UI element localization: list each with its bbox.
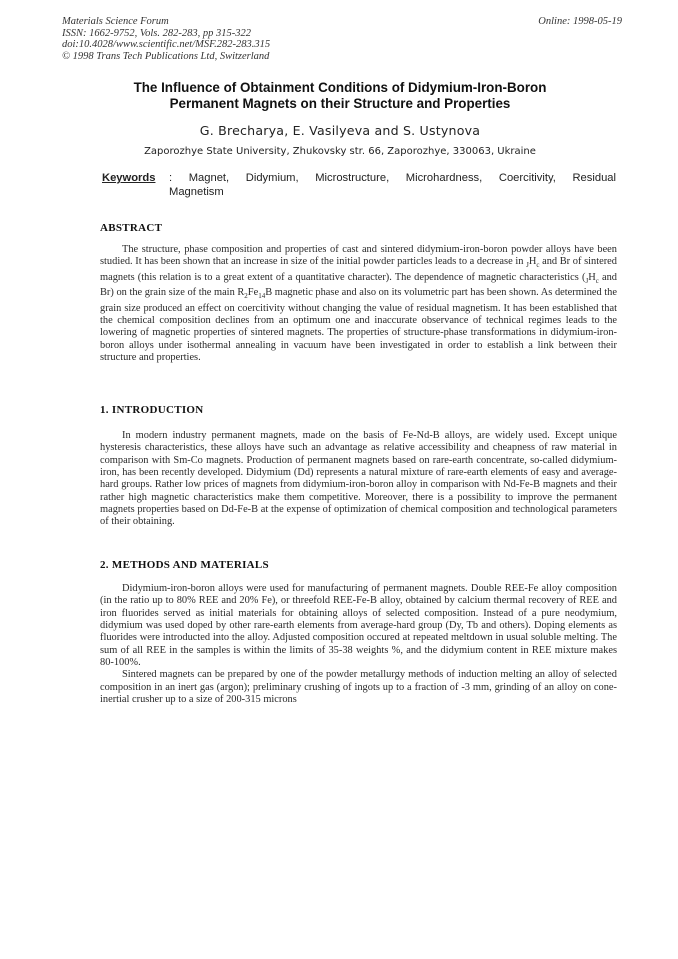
keywords-line-2: Magnetism: [169, 185, 224, 198]
abstract-section: [100, 222, 617, 364]
journal-name: Materials Science Forum: [62, 16, 169, 27]
introduction-heading: 1. INTRODUCTION: [100, 404, 204, 416]
affiliation: Zaporozhye State University, Zhukovsky str. 66, Zaporozhye, 330063, Ukraine: [144, 146, 536, 157]
title-line-1: The Influence of Obtainment Conditions of Didymium-Iron-Boron: [133, 80, 547, 95]
doi-line[interactable]: doi:10.4028/www.scientific.net/MSF.282-283.315: [62, 39, 271, 50]
online-date: Online: 1998-05-19: [538, 16, 622, 27]
keywords-line-1: : Magnet, Didymium, Microstructure, Microhardness, Coercitivity, Residual: [169, 172, 616, 184]
author-list: G. Brecharya, E. Vasilyeva and S. Ustynova: [199, 123, 481, 138]
title-line-2: Permanent Magnets on their Structure and Properties: [169, 96, 511, 111]
methods-paragraph-1: Didymium-iron-boron alloys were used for manufacturing of permanent magnets. Double REE-Fe alloy composition (in the ratio up to 80% REE and 20% Fe), or threefold REE-Fe-B alloy, obtained by calcium thermal recovery of REE and iron fluorides served as initial materials for obtaining alloys of selected composition. Instead of a pure neodymium, didymium was used doped by other rare-earth elements from average-hard group (Dy, Tb and others). Doping elements as fluorides were introducted into the alloy. Adjusted composition occured at repeated meltdown in usual soluble melting. The sum of all REE in the samples is within the limits of 35-38 weights %, and the didymium content in REE mixture makes 80-100%.: [100, 583, 617, 669]
abstract-heading: ABSTRACT: [100, 222, 163, 234]
issn-line: ISSN: 1662-9752, Vols. 282-283, pp 315-322: [62, 27, 251, 39]
keywords-label: Keywords: [102, 172, 156, 184]
introduction-paragraph: In modern industry permanent magnets, made on the basis of Fe-Nd-B alloys, are widely used. Except unique hysteresis characteristics, these alloys have such an advantage as relative accessibility and cheapness of raw material in comparison with Sm-Co magnets. Production of permanent magnets based on rare-earth concentrate, so-called didymium-iron, has been recently developed. Didymium (Dd) represents a natural mixture of rare-earth elements of easy and average-hard groups. Rather low prices of magnets from didymium-iron-boron alloy in comparison with Nd-Fe-B magnets and their rather high magnetic characteristics make them competitive. Moreover, there is a possibility to improve the permanent magnets properties based on Dd-Fe-B at the expense of optimization of chemical composition and technological parameters of their obtaining.: [100, 430, 617, 528]
publication-header: [62, 16, 622, 62]
methods-paragraph-2: Sintered magnets can be prepared by one of the powder metallurgy methods of induction melting an alloy of selected composition in an inert gas (argon); preliminary crushing of ingots up to a fraction of -3 mm, grinding of an alloy on cone-inertial crusher up to a size of 200-315 microns: [100, 669, 617, 706]
paper-title: [70, 80, 610, 112]
abstract-paragraph: The structure, phase composition and properties of cast and sintered didymium-iron-boron powder alloys have been studied. It has been shown that an increase in size of the initial powder particles leads to a decrease in $_JH_c$ and Br of sintered magnets (this relation is to a great extent of a quantitative character). The dependence of magnetic characteristics ($_JH_c$ and Br) on the grain size of the main $R_2Fe_{14}B$ magnetic phase and also on its volumetric part has been shown. As determined the grain size produced an effect on coercitivity without changing the value of residual magnetism. It has been established that the chemical composition declines from an optimum one and inaccurate observance of technical regimes leads to the lowering of magnetic properties of sintered magnets. The properties of structure-phase transformations in didymium-iron-boron alloys under isothermal annealing in vacuum have been investigated in order to establish a link between their structure and properties.: [100, 244, 617, 363]
copyright-line: © 1998 Trans Tech Publications Ltd, Switzerland: [62, 50, 270, 62]
keywords-block: [102, 172, 616, 199]
introduction-section: [100, 404, 617, 529]
methods-section: [100, 559, 617, 706]
methods-heading: 2. METHODS AND MATERIALS: [100, 559, 269, 571]
